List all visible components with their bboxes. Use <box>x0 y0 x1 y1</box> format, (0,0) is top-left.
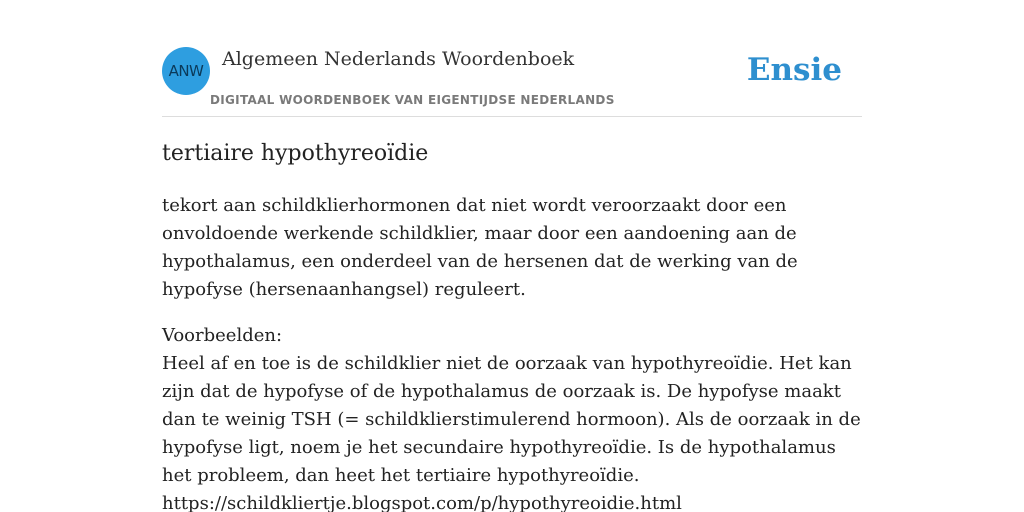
example-source-link[interactable]: https://schildkliertje.blogspot.com/p/hypothyreoidie.html <box>162 493 682 512</box>
example-text: Heel af en toe is de schildklier niet de oorzaak van hypothyreoïdie. Het kan zijn dat de hypofyse of de hypothalamus de oorzaak is. De hypofyse maakt dan te weinig TSH (= schildklierstimulerend hormoon). Als de oorzaak in de hypofyse ligt, noem je het secundaire hypothyreoïdie. Is de hypothalamus het probleem, dan heet het tertiaire hypothyreoïdie. <box>162 353 861 486</box>
entry-definition: tekort aan schildklierhormonen dat niet wordt veroorzaakt door een onvoldoende werkende schildklier, maar door een aandoening aan de hypothalamus, een onderdeel van de hersenen dat de werking van de hypofyse (hersenaanhangsel) reguleert. <box>162 195 798 300</box>
examples-label: Voorbeelden: <box>162 325 283 346</box>
entry-content <box>162 138 862 512</box>
ensie-brand-logo[interactable]: Ensie <box>746 52 842 88</box>
entry-term: tertiaire hypothyreoïdie <box>162 141 429 166</box>
site-title[interactable]: Algemeen Nederlands Woordenboek <box>222 48 575 70</box>
site-subtitle: DIGITAAL WOORDENBOEK VAN EIGENTIJDSE NEDERLANDS <box>210 93 615 107</box>
site-header <box>162 46 862 117</box>
entry-examples <box>162 322 862 512</box>
anw-logo[interactable]: ANW <box>162 47 210 95</box>
